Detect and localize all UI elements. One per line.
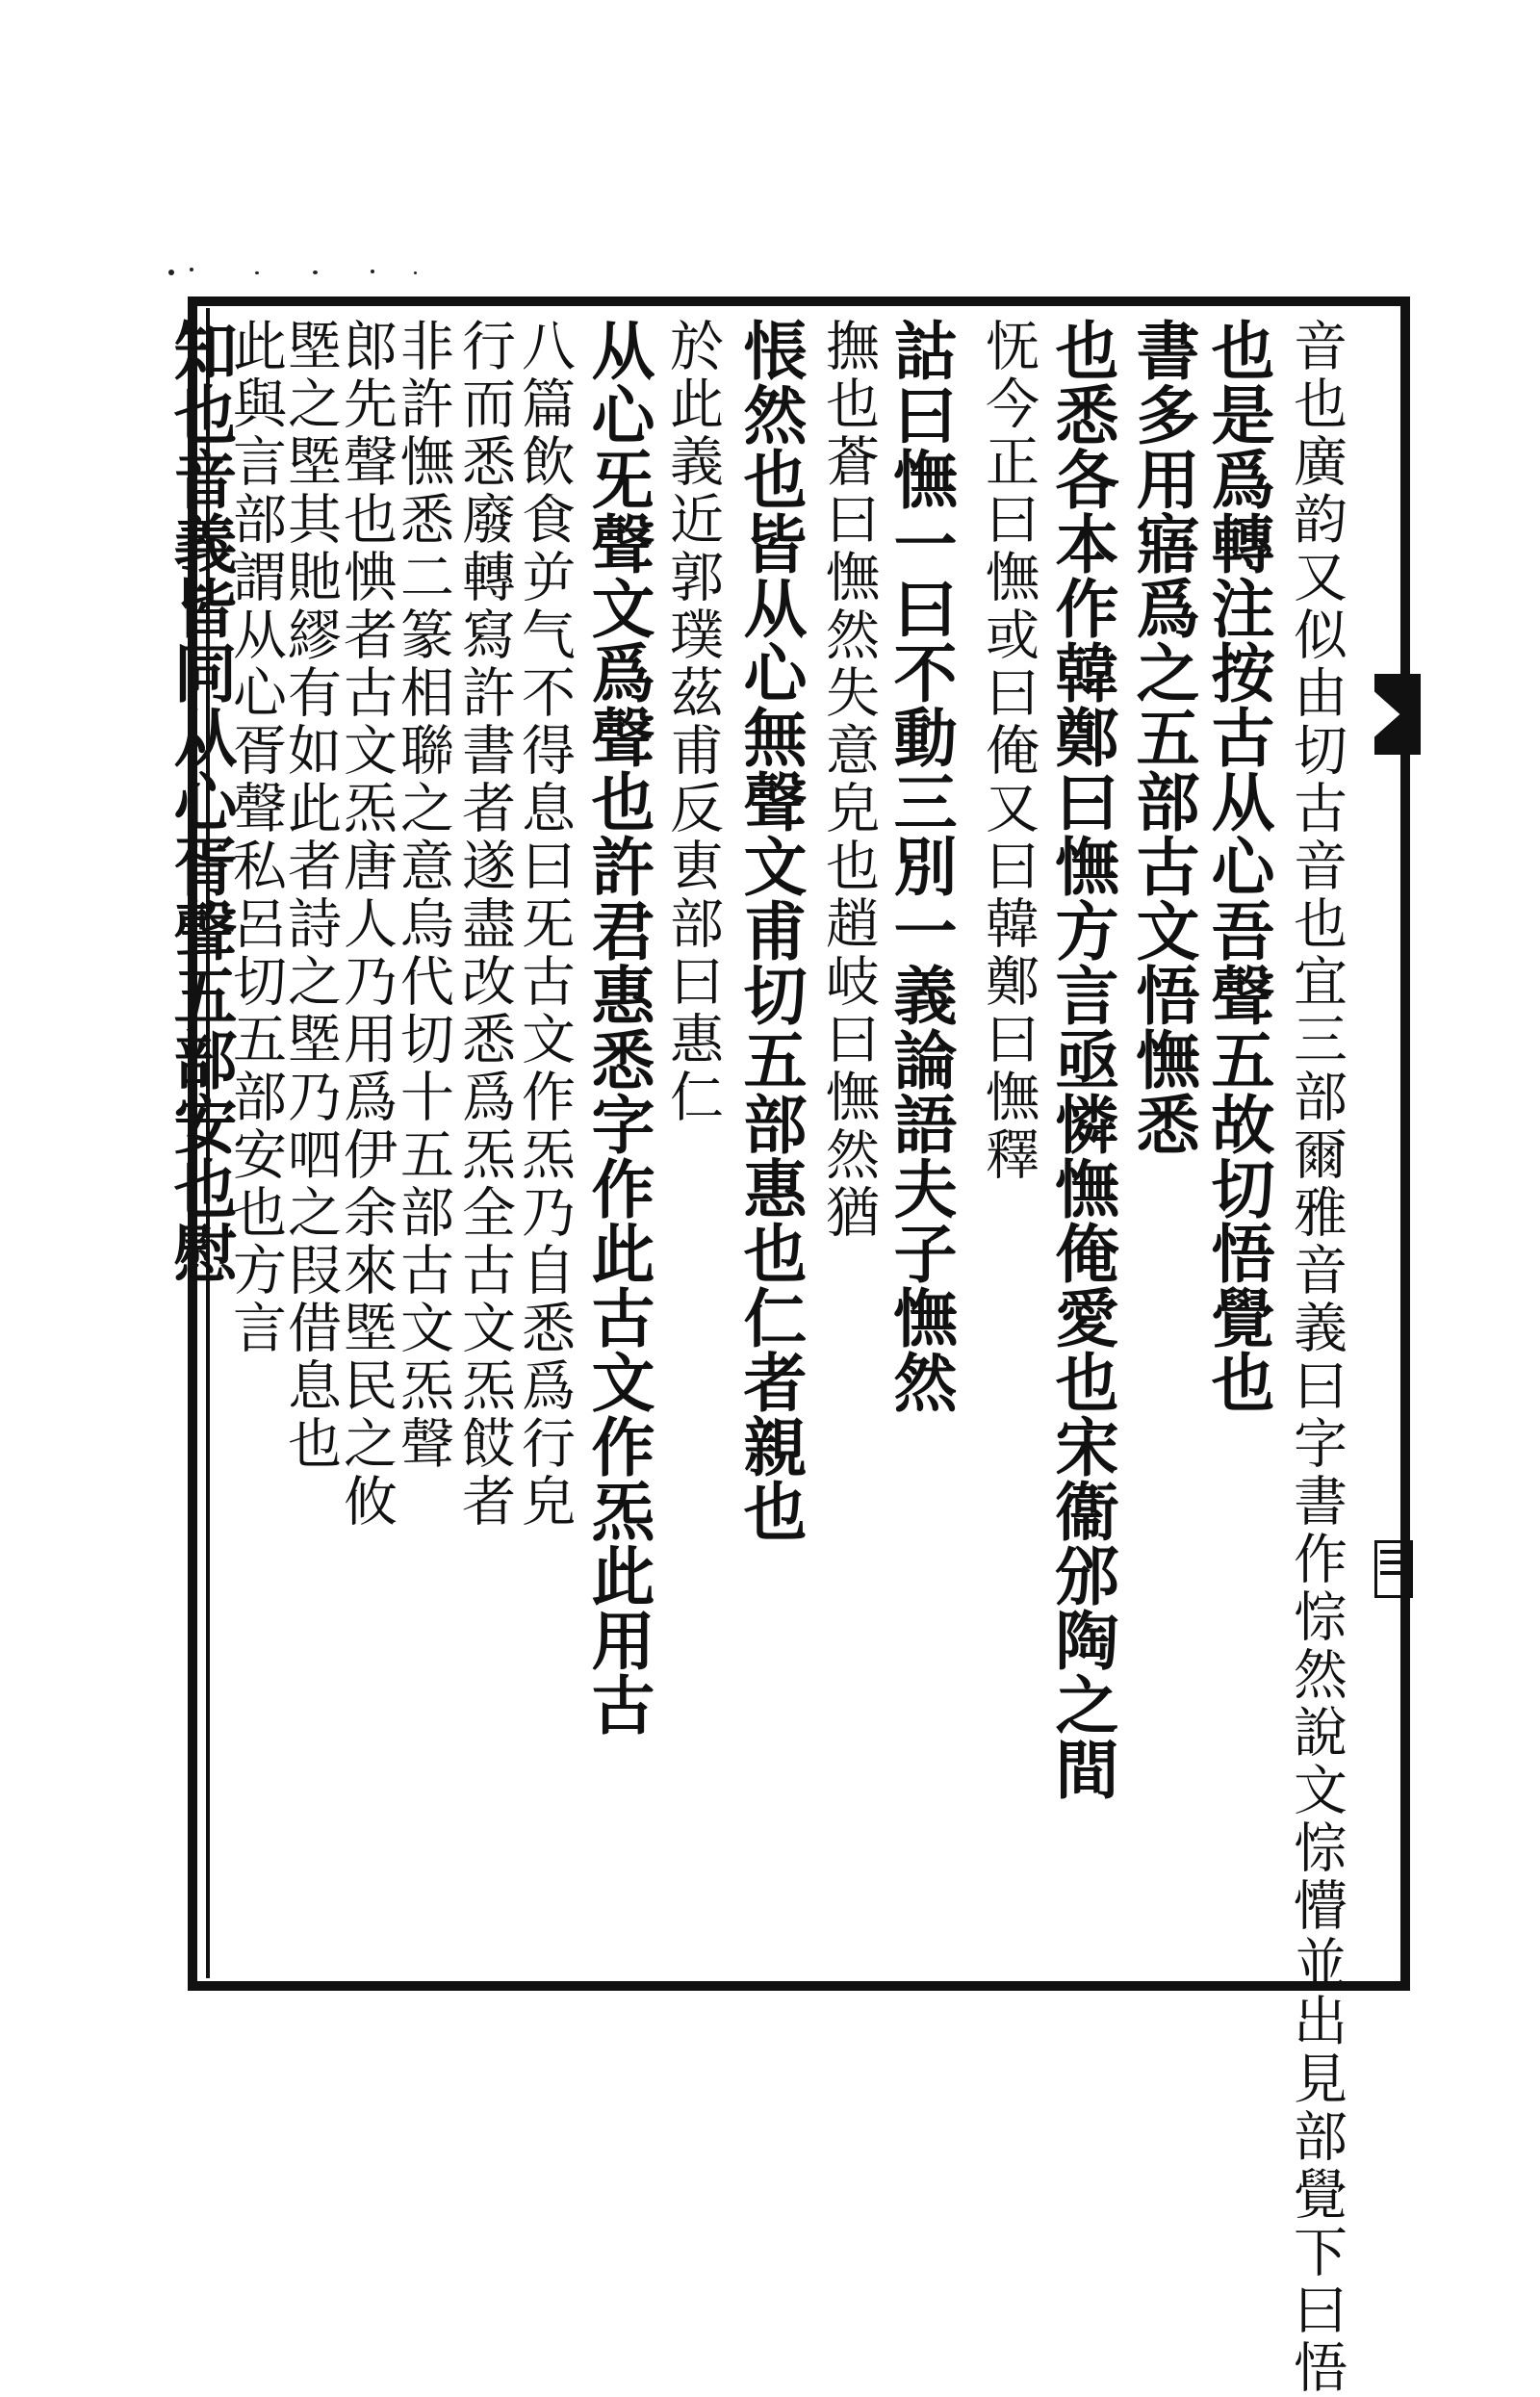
scan-specks: [168, 258, 438, 277]
text-column: 撫也蒼曰憮然失意皃也趙岐曰憮然猶: [817, 318, 880, 1242]
text-column: 此與言部謂从心胥聲私呂切五部安也方言: [224, 318, 287, 1357]
text-column: 音也廣韵又似由切古音也宜三部爾雅音義曰字書作悰然說文悰懵並出見部覺下曰悟: [1285, 318, 1348, 2397]
text-column: 書多用寤爲之五部古文悟憮悉: [1125, 318, 1200, 1156]
text-column: 知也音義皆同从心胥聲五部安也慰: [163, 318, 238, 1285]
text-column: 塈之塈其貤繆有如此者詩之塈乃呬之叚借息也: [279, 318, 342, 1473]
text-column: 行而悉廢轉寫許書者遂盡改悉爲炁全古文炁餀者: [453, 318, 516, 1531]
text-column: 也是爲轉注按古从心吾聲五故切悟覺也: [1200, 318, 1275, 1414]
text-column: 也悉各本作韓鄭曰憮方言亟憐憮俺愛也宋衞邠陶之間: [1044, 318, 1119, 1801]
text-column: 八篇飲食屰气不得息曰旡古文作炁乃自悉爲行皃: [513, 318, 576, 1531]
text-column: 怃今正曰憮或曰俺又曰韓鄭曰憮釋: [977, 318, 1040, 1184]
text-column: 从心旡聲文爲聲也許君惠悉字作此古文作炁此用古: [580, 318, 655, 1737]
text-column: 非許憮悉二篆相聯之意烏代切十五部古文炁聲: [392, 318, 454, 1473]
folio-mark: [1374, 1540, 1413, 1598]
text-column: 詁曰憮一曰不動三別一義論語夫子憮然: [883, 318, 958, 1414]
text-column: 於此義近郭璞茲甫反叀部曰惠仁: [661, 318, 724, 1126]
text-column: 悵然也皆从心無聲文甫切五部惠也仁者親也: [732, 318, 808, 1543]
text-column: 郎先聲也㥏者古文炁唐人乃用爲伊余來塈民之攸: [335, 318, 398, 1531]
